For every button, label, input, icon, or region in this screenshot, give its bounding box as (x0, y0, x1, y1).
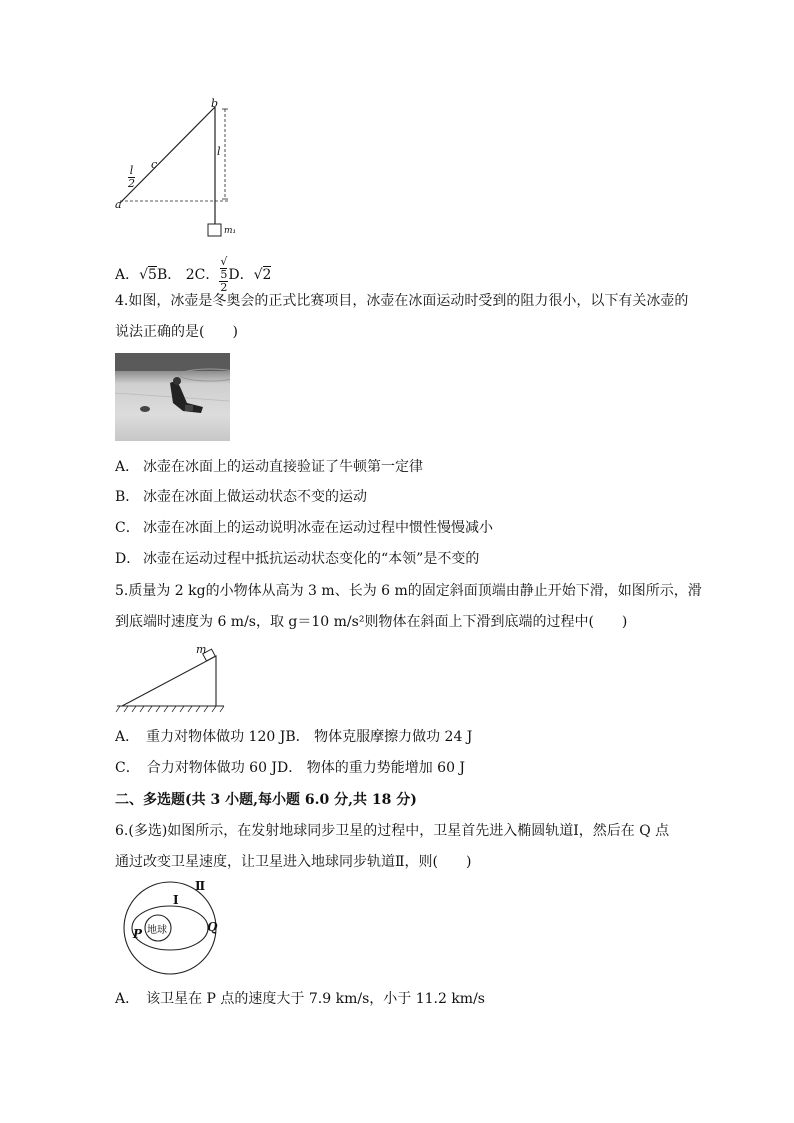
q4-stem-line1: 4.如图，冰壶是冬奥会的正式比赛项目，冰壶在冰面运动时受到的阻力很小，以下有关冰壶的 (115, 293, 689, 309)
sqrt-icon: √ (253, 267, 263, 283)
option-a-value: 5 (148, 267, 157, 283)
label-a: a (115, 198, 122, 211)
label-m: m (196, 643, 207, 656)
q4-option-a[interactable]: A． 冰壶在冰面上的运动直接验证了牛顿第一定律 (115, 459, 423, 475)
q6-stem-line1: 6.(多选)如图所示，在发射地球同步卫星的过程中，卫星首先进入椭圆轨道Ⅰ，然后在 Q 点 (115, 823, 670, 839)
option-a-label: A． (115, 267, 140, 283)
sqrt-icon: √ (220, 255, 228, 268)
earth-label: 地球 (147, 925, 167, 936)
q5-stem-line2: 到底端时速度为 6 m/s，取 g＝10 m/s²则物体在斜面上下滑到底端的过程中( ) (115, 614, 628, 630)
q3-options (115, 256, 271, 294)
section-heading: 二、多选题(共 3 小题,每小题 6.0 分,共 18 分) (115, 792, 417, 808)
point-p-label: P (133, 927, 143, 941)
sqrt-icon: √ (139, 267, 149, 283)
orbit-1-label: Ⅰ (173, 893, 179, 907)
label-b: b (211, 97, 219, 110)
q5-stem-line1: 5.质量为 2 kg的小物体从高为 3 m、长为 6 m的固定斜面顶端由静止开始下滑，如图所示，滑 (115, 583, 702, 599)
option-c-value: √ 5 2 (220, 255, 228, 294)
option-b-value: 2 (185, 267, 195, 283)
curling-photo (115, 353, 230, 441)
option-c-label: C． (194, 267, 220, 283)
option-d-value: 2 (262, 267, 272, 283)
q4-option-b[interactable]: B． 冰壶在冰面上做运动状态不变的运动 (115, 489, 367, 505)
label-half-l: $\frac{l}{2}$ (128, 164, 135, 190)
q6-option-a[interactable]: A． 该卫星在 P 点的速度大于 7.9 km/s，小于 11.2 km/s (115, 991, 485, 1007)
point-q-label: Q (207, 920, 218, 934)
label-c: c (151, 158, 158, 171)
option-b-label: B． (156, 267, 182, 283)
q5-options-cd[interactable]: C． 合力对物体做功 60 JD． 物体的重力势能增加 60 J (115, 760, 466, 776)
option-d-label: D． (228, 267, 254, 283)
q4-option-d[interactable]: D． 冰壶在运动过程中抵抗运动状态变化的“本领”是不变的 (115, 551, 480, 567)
q6-stem-line2: 通过改变卫星速度，让卫星进入地球同步轨道Ⅱ，则( ) (115, 854, 472, 870)
label-l: l (217, 145, 221, 158)
orbit-2-label: Ⅱ (195, 879, 206, 893)
q4-option-c[interactable]: C． 冰壶在冰面上的运动说明冰壶在运动过程中惯性慢慢减小 (115, 520, 493, 536)
q5-options-ab[interactable]: A． 重力对物体做功 120 JB． 物体克服摩擦力做功 24 J (115, 729, 473, 745)
q4-stem-line2: 说法正确的是( ) (115, 324, 238, 340)
figure-incline (112, 640, 227, 715)
label-m1: m₁ (224, 226, 237, 236)
